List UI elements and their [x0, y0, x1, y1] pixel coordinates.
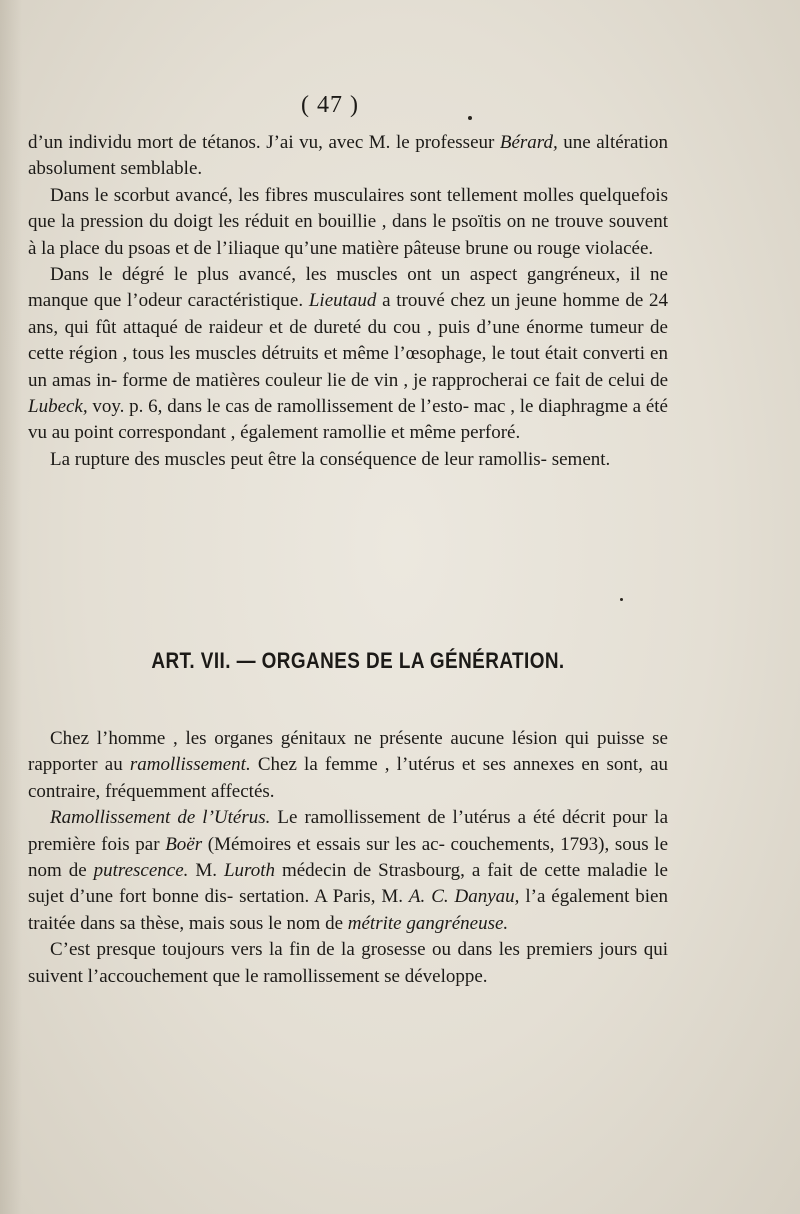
text-run: M.: [188, 860, 224, 882]
italic-text: Lubeck,: [28, 396, 88, 418]
text-run: Le ramollissement de l’utérus a été décrit pour la première fois par: [28, 807, 669, 855]
text-run: Dans le dégré le plus avancé, les muscles ont un aspect gangréneux, il ne manque que l’odeur caractéristique.: [28, 264, 668, 312]
italic-text: Luroth: [223, 860, 276, 882]
paragraph: [28, 937, 668, 990]
italic-text: métrite gangréneuse.: [347, 912, 509, 934]
text-run: l’a également bien traitée dans sa thèse, mais sous le nom de: [28, 886, 668, 934]
text-run: La rupture des muscles peut être la conséquence de leur ramollis- sement.: [50, 448, 611, 470]
body-text-top: [28, 130, 668, 473]
text-run: voy. p. 6, dans le cas de ramollissement de l’esto- mac , le diaphragme a été vu au point correspondant , également ramollie et même perforé.: [28, 396, 668, 444]
text-run: médecin de Strasbourg, a fait de cette maladie le sujet d’une fort bonne dis- sertation. A Paris, M.: [28, 860, 668, 908]
text-run: une altération absolument semblable.: [28, 132, 668, 180]
body-text-bottom: [28, 726, 668, 990]
paragraph: [28, 183, 668, 262]
paragraph: [28, 262, 668, 447]
italic-text: A. C. Danyau,: [408, 886, 520, 908]
text-run: Chez l’homme , les organes génitaux ne présente aucune lésion qui puisse se rapporter au: [28, 728, 668, 776]
paragraph: [28, 726, 668, 805]
italic-text: Boër: [165, 833, 203, 855]
text-run: d’un individu mort de tétanos. J’ai vu, avec M. le professeur: [28, 132, 500, 153]
text-run: Dans le scorbut avancé, les fibres musculaires sont tellement molles quelquefois que la pression du doigt les réduit en bouillie , dans le psoïtis on ne trouve souvent à la place du psoas et de l’iliaque qu’une matière pâteuse brune ou rouge violacée.: [28, 184, 668, 259]
page-number: ( 47 ): [301, 92, 359, 118]
text-run: Chez la femme , l’utérus et ses annexes en sont, au contraire, fréquemment affectés.: [28, 754, 668, 802]
text-run: C’est presque toujours vers la fin de la grosesse ou dans les premiers jours qui suivent l’accouchement que le ramollissement se développe.: [28, 939, 668, 987]
text-run: (Mémoires et essais sur les ac- couchements, 1793), sous le nom de: [28, 833, 668, 882]
text-run: a trouvé chez un jeune homme de 24 ans, qui fût attaqué de raideur et de dureté du cou , puis d’une énorme tumeur de cette région , tous les muscles détruits et même l’œsophage, le tout était converti en un amas in- forme de matières couleur lie de vin , je rapprocherai ce fait de celui de: [28, 290, 668, 391]
paragraph: [28, 805, 668, 937]
paragraph: [28, 447, 668, 473]
section-heading: ART. VII. — ORGANES DE LA GÉNÉRATION.: [151, 648, 565, 673]
italic-text: Bérard,: [499, 132, 558, 153]
italic-text: Lieutaud: [308, 290, 377, 312]
italic-text: putrescence.: [93, 860, 189, 882]
italic-text: Ramollissement de l’Utérus.: [50, 807, 271, 829]
paragraph: [28, 130, 668, 183]
ink-speck: [620, 598, 623, 601]
italic-text: ramollissement.: [129, 754, 251, 776]
ink-speck: [468, 116, 472, 120]
